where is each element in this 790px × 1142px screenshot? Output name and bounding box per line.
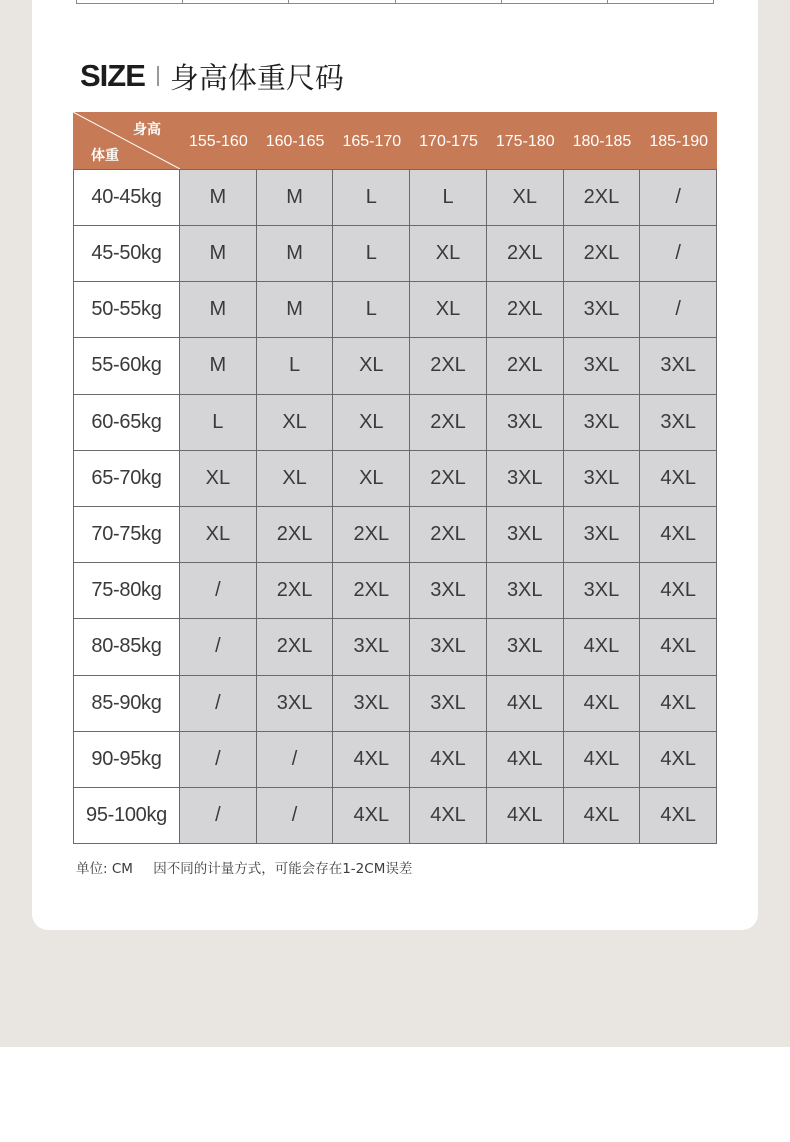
size-cell: 4XL	[640, 563, 717, 619]
size-cell: 4XL	[564, 732, 641, 788]
size-cell: 3XL	[640, 395, 717, 451]
weight-cell: 40-45kg	[73, 169, 180, 226]
size-cell: 3XL	[487, 563, 564, 619]
size-cell: 2XL	[564, 226, 641, 282]
size-cell: XL	[180, 507, 257, 563]
size-cell: /	[180, 732, 257, 788]
size-cell: M	[257, 169, 334, 226]
size-cell: /	[640, 169, 717, 226]
size-cell: 3XL	[333, 619, 410, 675]
size-cell: 4XL	[564, 676, 641, 732]
corner-height-label: 身高	[133, 122, 161, 138]
corner-diagonal	[73, 112, 180, 169]
size-cell: 2XL	[333, 563, 410, 619]
size-cell: 4XL	[564, 619, 641, 675]
size-cell: XL	[257, 395, 334, 451]
size-cell: 4XL	[333, 788, 410, 844]
size-cell: XL	[333, 395, 410, 451]
size-cell: M	[180, 169, 257, 226]
table-row	[73, 676, 717, 732]
size-cell: 2XL	[487, 226, 564, 282]
size-cell: 3XL	[410, 563, 487, 619]
size-cell: 4XL	[487, 676, 564, 732]
table-header-row	[73, 112, 717, 169]
size-cell: 2XL	[410, 451, 487, 507]
size-cell: XL	[333, 451, 410, 507]
table-row	[73, 282, 717, 338]
weight-cell: 70-75kg	[73, 507, 180, 563]
table-row	[73, 732, 717, 788]
size-cell: L	[257, 338, 334, 394]
size-cell: 3XL	[333, 676, 410, 732]
size-cell: 2XL	[410, 338, 487, 394]
size-cell: 3XL	[564, 563, 641, 619]
size-cell: 3XL	[564, 395, 641, 451]
size-cell: L	[333, 169, 410, 226]
size-cell: 4XL	[640, 676, 717, 732]
size-cell: 3XL	[564, 282, 641, 338]
weight-cell: 95-100kg	[73, 788, 180, 844]
title-subtitle: 身高体重尺码	[169, 60, 344, 95]
size-table	[73, 112, 717, 844]
size-cell: L	[180, 395, 257, 451]
footnote-unit: 单位: CM	[76, 861, 133, 877]
size-cell: /	[180, 619, 257, 675]
table-row	[73, 451, 717, 507]
size-cell: M	[257, 282, 334, 338]
size-cell: /	[640, 226, 717, 282]
weight-cell: 90-95kg	[73, 732, 180, 788]
size-cell: 4XL	[333, 732, 410, 788]
table-row	[73, 788, 717, 844]
size-cell: 4XL	[640, 788, 717, 844]
weight-cell: 65-70kg	[73, 451, 180, 507]
height-header-165-170: 165-170	[342, 133, 402, 150]
size-cell: 4XL	[487, 788, 564, 844]
size-cell: 3XL	[487, 619, 564, 675]
size-cell: 4XL	[640, 732, 717, 788]
height-header-185-190: 185-190	[649, 133, 709, 150]
table-row	[73, 563, 717, 619]
table-row	[73, 619, 717, 675]
size-cell: /	[640, 282, 717, 338]
height-header-155-160: 155-160	[189, 133, 248, 150]
size-cell: /	[257, 788, 334, 844]
height-header-160-165: 160-165	[265, 133, 325, 150]
table-row	[73, 338, 717, 394]
height-header-170-175: 170-175	[419, 133, 478, 150]
height-header-175-180: 175-180	[495, 133, 555, 150]
table-row	[73, 507, 717, 563]
footnote	[76, 857, 412, 877]
previous-table-edge	[76, 0, 714, 4]
size-cell: M	[257, 226, 334, 282]
size-cell: 3XL	[257, 676, 334, 732]
table-row	[73, 226, 717, 282]
size-cell: 2XL	[333, 507, 410, 563]
size-cell: /	[180, 676, 257, 732]
size-cell: 3XL	[487, 395, 564, 451]
next-section	[0, 1047, 790, 1142]
size-cell: /	[180, 563, 257, 619]
size-cell: L	[410, 169, 487, 226]
size-cell: L	[333, 226, 410, 282]
weight-cell: 75-80kg	[73, 563, 180, 619]
size-cell: XL	[333, 338, 410, 394]
table-corner-cell	[73, 112, 180, 169]
weight-cell: 45-50kg	[73, 226, 180, 282]
size-cell: XL	[487, 169, 564, 226]
size-cell: XL	[257, 451, 334, 507]
size-cell: 4XL	[640, 451, 717, 507]
table-row	[73, 395, 717, 451]
weight-cell: 55-60kg	[73, 338, 180, 394]
size-cell: 4XL	[640, 619, 717, 675]
weight-cell: 85-90kg	[73, 676, 180, 732]
size-cell: 2XL	[487, 338, 564, 394]
size-cell: XL	[410, 226, 487, 282]
weight-cell: 80-85kg	[73, 619, 180, 675]
size-cell: 3XL	[564, 338, 641, 394]
size-cell: 2XL	[487, 282, 564, 338]
footnote-text: 因不同的计量方式，可能会存在1-2CM误差	[153, 861, 413, 877]
size-cell: 2XL	[257, 563, 334, 619]
size-cell: 3XL	[410, 676, 487, 732]
size-cell: 2XL	[257, 619, 334, 675]
size-cell: M	[180, 338, 257, 394]
size-cell: 4XL	[410, 788, 487, 844]
size-cell: 3XL	[564, 507, 641, 563]
title-size: SIZE	[80, 58, 145, 93]
height-header-180-185: 180-185	[572, 133, 632, 150]
size-cell: L	[333, 282, 410, 338]
corner-weight-label: 体重	[91, 148, 119, 164]
size-cell: 4XL	[564, 788, 641, 844]
size-cell: 2XL	[257, 507, 334, 563]
weight-cell: 50-55kg	[73, 282, 180, 338]
size-cell: 4XL	[640, 507, 717, 563]
size-cell: 4XL	[410, 732, 487, 788]
size-cell: 4XL	[487, 732, 564, 788]
size-cell: 3XL	[640, 338, 717, 394]
size-cell: 2XL	[410, 395, 487, 451]
size-cell: 2XL	[410, 507, 487, 563]
size-cell: 2XL	[564, 169, 641, 226]
weight-cell: 60-65kg	[73, 395, 180, 451]
size-cell: /	[257, 732, 334, 788]
size-cell: 3XL	[410, 619, 487, 675]
size-cell: /	[180, 788, 257, 844]
title-divider	[157, 66, 159, 86]
size-cell: XL	[410, 282, 487, 338]
size-cell: 3XL	[487, 451, 564, 507]
size-cell: XL	[180, 451, 257, 507]
size-cell: M	[180, 282, 257, 338]
section-title	[80, 56, 344, 96]
table-row	[73, 169, 717, 226]
size-cell: 3XL	[564, 451, 641, 507]
size-cell: M	[180, 226, 257, 282]
size-cell: 3XL	[487, 507, 564, 563]
